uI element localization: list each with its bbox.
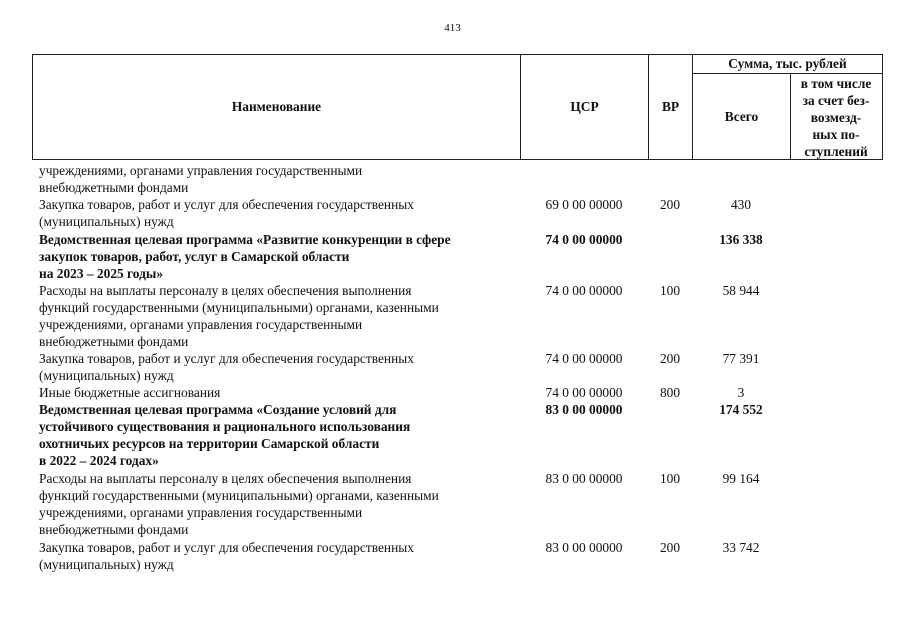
header-csr: ЦСР — [570, 98, 599, 114]
row-name — [39, 539, 519, 573]
row-name-line: на 2023 – 2025 годы» — [39, 266, 164, 281]
row-csr: 83 0 00 00000 — [545, 471, 623, 486]
header-name: Наименование — [231, 98, 322, 114]
row-name — [39, 196, 519, 230]
row-name — [39, 162, 519, 196]
row-csr: 74 0 00 00000 — [545, 232, 623, 247]
row-name-line: внебюджетными фондами — [39, 334, 189, 349]
row-name-line: Закупка товаров, работ и услуг для обеспечения государственных — [39, 197, 414, 212]
row-name-line: Закупка товаров, работ и услуг для обеспечения государственных — [39, 540, 414, 555]
row-csr: 74 0 00 00000 — [545, 385, 623, 400]
row-name-line: закупок товаров, работ, услуг в Самарской области — [39, 249, 350, 264]
page-number: 413 — [444, 22, 461, 34]
row-name-line: Расходы на выплаты персоналу в целях обеспечения выполнения — [39, 471, 412, 486]
row-name-line: учреждениями, органами управления государственными — [39, 505, 363, 520]
row-vr: 100 — [659, 283, 681, 298]
row-total: 136 338 — [719, 232, 763, 247]
row-name — [39, 350, 519, 384]
row-name-line: Ведомственная целевая программа «Развитие конкуренции в сфере — [39, 232, 451, 247]
header-vr: ВР — [661, 98, 680, 114]
row-total: 58 944 — [722, 283, 760, 298]
row-name-line: устойчивого существования и рационального использования — [39, 419, 411, 434]
row-total: 77 391 — [722, 351, 760, 366]
row-name-line: внебюджетными фондами — [39, 522, 189, 537]
row-name-line: функций государственными (муниципальными) органами, казенными — [39, 488, 439, 503]
row-csr: 69 0 00 00000 — [545, 197, 623, 212]
row-vr: 200 — [659, 540, 681, 555]
header-gratuitous-line: ступлений — [804, 144, 868, 159]
header-sum-group: Сумма, тыс. рублей — [728, 56, 847, 71]
row-name-line: Иные бюджетные ассигнования — [39, 385, 221, 400]
row-name — [39, 231, 519, 282]
row-total: 99 164 — [722, 471, 760, 486]
row-vr: 200 — [659, 351, 681, 366]
row-name-line: (муниципальных) нужд — [39, 214, 174, 229]
row-name — [39, 470, 519, 538]
header-gratuitous-line: в том числе — [800, 76, 872, 91]
row-total: 3 — [737, 385, 745, 400]
row-csr: 83 0 00 00000 — [545, 540, 623, 555]
row-total: 33 742 — [722, 540, 760, 555]
row-name-line: Расходы на выплаты персоналу в целях обеспечения выполнения — [39, 283, 412, 298]
row-name-line: внебюджетными фондами — [39, 180, 189, 195]
row-name-line: учреждениями, органами управления государственными — [39, 163, 363, 178]
row-name-line: в 2022 – 2024 годах» — [39, 453, 159, 468]
row-name-line: охотничьих ресурсов на территории Самарской области — [39, 436, 380, 451]
row-name-line: функций государственными (муниципальными) органами, казенными — [39, 300, 439, 315]
row-csr: 74 0 00 00000 — [545, 351, 623, 366]
row-name — [39, 282, 519, 350]
row-csr: 83 0 00 00000 — [545, 402, 623, 417]
row-name — [39, 401, 519, 469]
row-csr: 74 0 00 00000 — [545, 283, 623, 298]
row-name — [39, 384, 519, 401]
row-vr: 200 — [659, 197, 681, 212]
row-name-line: учреждениями, органами управления государственными — [39, 317, 363, 332]
row-name-line: (муниципальных) нужд — [39, 368, 174, 383]
row-total: 174 552 — [719, 402, 763, 417]
row-name-line: Ведомственная целевая программа «Создание условий для — [39, 402, 397, 417]
header-gratuitous-line: ных по- — [812, 127, 860, 142]
row-vr: 100 — [659, 471, 681, 486]
header-gratuitous-line: за счет без- — [802, 93, 870, 108]
header-gratuitous — [791, 75, 881, 160]
row-total: 430 — [730, 197, 752, 212]
header-total: Всего — [724, 108, 759, 124]
row-vr: 800 — [659, 385, 681, 400]
header-gratuitous-line: возмезд- — [810, 110, 862, 125]
row-name-line: Закупка товаров, работ и услуг для обеспечения государственных — [39, 351, 414, 366]
row-name-line: (муниципальных) нужд — [39, 557, 174, 572]
